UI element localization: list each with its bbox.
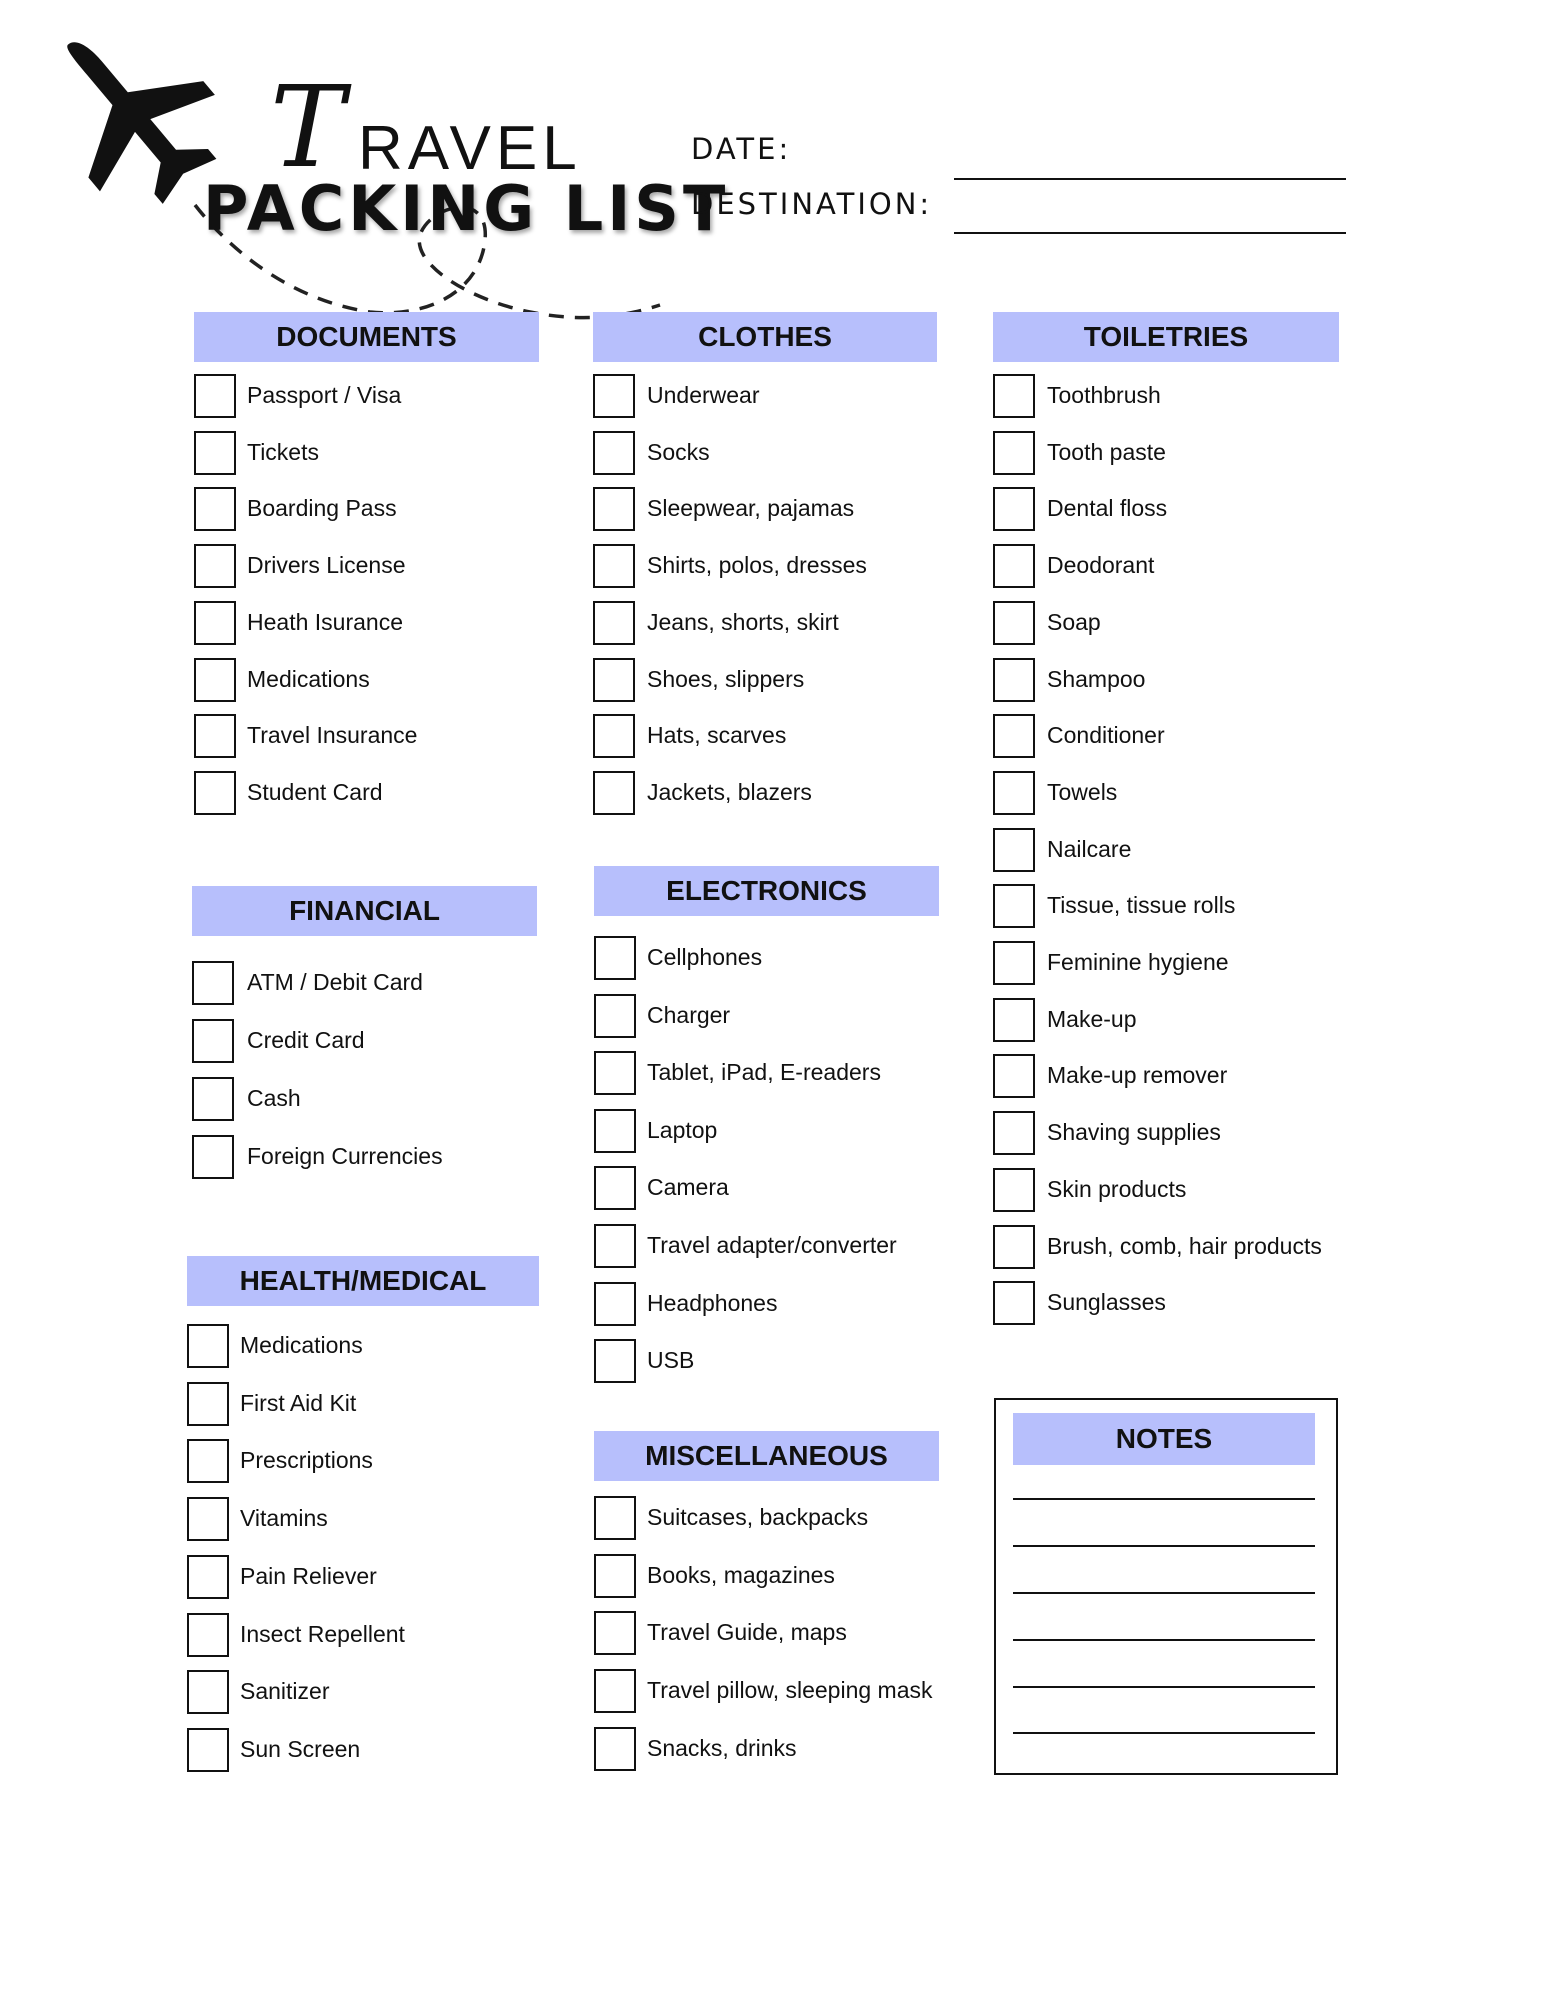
checklist-item-label: Sunglasses — [1047, 1289, 1166, 1316]
checklist-item-label: Drivers License — [247, 552, 406, 579]
checkbox[interactable] — [993, 374, 1035, 418]
checklist-item-label: Shaving supplies — [1047, 1119, 1221, 1146]
checklist-item[interactable] — [194, 544, 539, 592]
checkbox[interactable] — [187, 1555, 229, 1599]
checklist-item-label: Dental floss — [1047, 495, 1168, 522]
checkbox[interactable] — [593, 658, 635, 702]
checklist-item[interactable] — [192, 1019, 537, 1067]
checklist-item[interactable] — [194, 431, 539, 479]
note-line[interactable] — [1013, 1639, 1315, 1641]
checklist-item[interactable] — [192, 1135, 537, 1183]
destination-label: DESTINATION: — [691, 187, 933, 221]
checkbox[interactable] — [993, 431, 1035, 475]
checkbox[interactable] — [993, 544, 1035, 588]
section-miscellaneous — [594, 1431, 939, 1781]
checklist-item[interactable] — [993, 1168, 1339, 1216]
note-line[interactable] — [1013, 1732, 1315, 1734]
checklist-item-label: Towels — [1047, 778, 1118, 805]
checkbox[interactable] — [593, 544, 635, 588]
checkbox[interactable] — [993, 998, 1035, 1042]
checkbox[interactable] — [993, 1111, 1035, 1155]
checkbox[interactable] — [192, 1135, 234, 1179]
checkbox[interactable] — [194, 374, 236, 418]
checklist-item-label: Sun Screen — [240, 1735, 361, 1762]
note-line[interactable] — [1013, 1686, 1315, 1688]
checklist-item[interactable] — [594, 1727, 939, 1775]
checklist-item[interactable] — [187, 1439, 539, 1487]
checkbox[interactable] — [187, 1728, 229, 1772]
checklist-item-label: Make-up — [1047, 1005, 1137, 1032]
checklist-item[interactable] — [993, 828, 1339, 876]
checklist-item[interactable] — [594, 1554, 939, 1602]
checklist-item[interactable] — [594, 936, 939, 984]
checkbox[interactable] — [187, 1382, 229, 1426]
checklist-item-label: ATM / Debit Card — [247, 969, 423, 995]
section-header-toiletries: TOILETRIES — [993, 312, 1339, 362]
note-line[interactable] — [1013, 1498, 1315, 1500]
checklist-item[interactable] — [993, 714, 1339, 762]
note-line[interactable] — [1013, 1545, 1315, 1547]
checklist-item-label: Deodorant — [1047, 552, 1155, 579]
checklist-item[interactable] — [194, 771, 539, 819]
checkbox[interactable] — [192, 1019, 234, 1063]
checklist-item-label: Medications — [240, 1332, 363, 1358]
checklist-item[interactable] — [594, 1339, 939, 1387]
checklist-item-label: Cellphones — [647, 944, 763, 970]
checklist-item-label: Laptop — [647, 1116, 718, 1143]
checklist-item-label: Passport / Visa — [247, 382, 402, 408]
section-header-health-medical: HEALTH/MEDICAL — [187, 1256, 539, 1306]
checklist-item-label: Foreign Currencies — [247, 1143, 443, 1169]
section-header-financial: FINANCIAL — [192, 886, 537, 936]
checkbox[interactable] — [594, 1727, 636, 1771]
section-health-medical — [187, 1256, 539, 1776]
notes-box[interactable] — [994, 1398, 1338, 1775]
checklist-item-label: Tickets — [247, 438, 319, 465]
checklist-item[interactable] — [594, 1496, 939, 1544]
checklist-item[interactable] — [993, 1111, 1339, 1159]
checklist-item-label: Camera — [647, 1174, 729, 1201]
title-line-2: PACKING LIST — [203, 172, 730, 245]
checklist-item[interactable] — [192, 961, 537, 1009]
notes-header: NOTES — [1013, 1413, 1315, 1465]
checklist-item-label: Tissue, tissue rolls — [1047, 892, 1236, 919]
checkbox[interactable] — [187, 1324, 229, 1368]
checklist-item[interactable] — [594, 1224, 939, 1272]
checkbox[interactable] — [594, 1109, 636, 1153]
checklist-item[interactable] — [187, 1728, 539, 1776]
checklist-item-label: Soap — [1047, 608, 1101, 635]
section-toiletries — [993, 312, 1339, 1332]
checklist-item-label: Tablet, iPad, E-readers — [647, 1059, 881, 1086]
checkbox[interactable] — [993, 601, 1035, 645]
checklist-item-label: Travel adapter/converter — [647, 1232, 897, 1258]
checklist-item-label: Travel pillow, sleeping mask — [647, 1677, 933, 1704]
checklist-item[interactable] — [187, 1670, 539, 1718]
checklist-item-label: USB — [647, 1347, 695, 1374]
checkbox[interactable] — [594, 1669, 636, 1713]
section-documents — [194, 312, 539, 832]
checklist-item-label: Headphones — [647, 1289, 778, 1316]
checklist-item-label: Prescriptions — [240, 1447, 373, 1474]
airplane-icon — [48, 14, 218, 214]
checklist-item-label: Travel Insurance — [247, 722, 418, 749]
checklist-item[interactable] — [593, 374, 937, 422]
checkbox[interactable] — [593, 714, 635, 758]
checklist-item-label: Feminine hygiene — [1047, 949, 1229, 975]
checklist-item-label: Jeans, shorts, skirt — [647, 608, 839, 635]
checkbox[interactable] — [192, 1077, 234, 1121]
checklist-item[interactable] — [187, 1382, 539, 1430]
checklist-item[interactable] — [187, 1555, 539, 1603]
checklist-item[interactable] — [993, 941, 1339, 989]
checkbox[interactable] — [194, 601, 236, 645]
checklist-item-label: Skin products — [1047, 1175, 1187, 1202]
checklist-item[interactable] — [594, 1166, 939, 1214]
checklist-item[interactable] — [594, 994, 939, 1042]
checkbox[interactable] — [194, 487, 236, 531]
checklist-item-label: Shoes, slippers — [647, 665, 805, 692]
checklist-item-label: Hats, scarves — [647, 722, 787, 749]
checkbox[interactable] — [194, 544, 236, 588]
checklist-item[interactable] — [993, 601, 1339, 649]
checklist-item[interactable] — [993, 998, 1339, 1046]
checklist-item[interactable] — [194, 374, 539, 422]
checklist-item-label: Charger — [647, 1001, 731, 1028]
checklist-item[interactable] — [993, 658, 1339, 706]
checklist-item[interactable] — [593, 771, 937, 819]
checklist-item[interactable] — [194, 714, 539, 762]
checkbox[interactable] — [594, 1339, 636, 1383]
checkbox[interactable] — [993, 487, 1035, 531]
checkbox[interactable] — [594, 1611, 636, 1655]
destination-field[interactable] — [954, 232, 1346, 234]
checklist-item-label: Socks — [647, 438, 710, 465]
checkbox[interactable] — [993, 1225, 1035, 1269]
checklist-item[interactable] — [993, 884, 1339, 932]
checklist-item-label: Vitamins — [240, 1505, 328, 1532]
checklist-item-label: Medications — [247, 665, 370, 692]
checklist-item[interactable] — [187, 1324, 539, 1372]
date-field[interactable] — [954, 178, 1346, 180]
checklist-item-label: Tooth paste — [1047, 438, 1166, 465]
checklist-item-label: Make-up remover — [1047, 1062, 1228, 1089]
checkbox[interactable] — [187, 1670, 229, 1714]
checklist-item-label: Insect Repellent — [240, 1620, 405, 1647]
checkbox[interactable] — [194, 658, 236, 702]
section-header-clothes: CLOTHES — [593, 312, 937, 362]
checklist-item[interactable] — [993, 1225, 1339, 1273]
checklist-item[interactable] — [993, 1281, 1339, 1329]
checklist-item[interactable] — [187, 1613, 539, 1661]
date-label: DATE: — [691, 132, 792, 166]
checklist-item-label: Brush, comb, hair products — [1047, 1232, 1322, 1259]
checklist-item[interactable] — [993, 487, 1339, 535]
checklist-item-label: Student Card — [247, 778, 383, 805]
checkbox[interactable] — [993, 1054, 1035, 1098]
checklist-item[interactable] — [593, 714, 937, 762]
checkbox[interactable] — [594, 994, 636, 1038]
checklist-item-label: Heath Isurance — [247, 608, 403, 635]
title-line-1: RAVEL — [358, 114, 582, 183]
checklist-item[interactable] — [593, 544, 937, 592]
checkbox[interactable] — [187, 1497, 229, 1541]
section-header-documents: DOCUMENTS — [194, 312, 539, 362]
checklist-item-label: Sanitizer — [240, 1678, 330, 1705]
checkbox[interactable] — [993, 828, 1035, 872]
checkbox[interactable] — [594, 1282, 636, 1326]
checklist-item-label: Nailcare — [1047, 835, 1132, 862]
checklist-item-label: Suitcases, backpacks — [647, 1504, 869, 1530]
section-header-electronics: ELECTRONICS — [594, 866, 939, 916]
checkbox[interactable] — [993, 1168, 1035, 1212]
section-clothes — [593, 312, 937, 832]
checkbox[interactable] — [593, 487, 635, 531]
checklist-item[interactable] — [993, 1054, 1339, 1102]
checklist-item[interactable] — [993, 431, 1339, 479]
checkbox[interactable] — [594, 1166, 636, 1210]
section-electronics — [594, 866, 939, 1386]
checkbox[interactable] — [993, 884, 1035, 928]
checklist-item[interactable] — [593, 658, 937, 706]
title-cursive-letter: T — [270, 63, 345, 193]
checklist-item[interactable] — [593, 487, 937, 535]
checklist-item[interactable] — [594, 1669, 939, 1717]
checkbox[interactable] — [593, 431, 635, 475]
checklist-item-label: Conditioner — [1047, 722, 1165, 749]
checklist-item[interactable] — [593, 431, 937, 479]
checklist-item[interactable] — [194, 601, 539, 649]
checklist-item[interactable] — [594, 1611, 939, 1659]
checklist-item-label: Cash — [247, 1085, 301, 1111]
checkbox[interactable] — [594, 1496, 636, 1540]
checkbox[interactable] — [194, 431, 236, 475]
checkbox[interactable] — [594, 1554, 636, 1598]
checklist-item-label: Shirts, polos, dresses — [647, 552, 867, 579]
note-line[interactable] — [1013, 1592, 1315, 1594]
checklist-item[interactable] — [194, 487, 539, 535]
checklist-item[interactable] — [594, 1109, 939, 1157]
checklist-item-label: Credit Card — [247, 1027, 365, 1053]
checklist-item-label: First Aid Kit — [240, 1389, 357, 1416]
checkbox[interactable] — [187, 1439, 229, 1483]
checklist-item-label: Books, magazines — [647, 1561, 835, 1588]
checkbox[interactable] — [593, 601, 635, 645]
checkbox[interactable] — [593, 771, 635, 815]
checkbox[interactable] — [594, 1051, 636, 1095]
checklist-item-label: Snacks, drinks — [647, 1734, 797, 1761]
checklist-item-label: Boarding Pass — [247, 495, 397, 522]
checkbox[interactable] — [194, 714, 236, 758]
checkbox[interactable] — [993, 1281, 1035, 1325]
checkbox[interactable] — [993, 658, 1035, 702]
checklist-item-label: Underwear — [647, 382, 760, 408]
checklist-item[interactable] — [192, 1077, 537, 1125]
checklist-item[interactable] — [993, 771, 1339, 819]
section-header-miscellaneous: MISCELLANEOUS — [594, 1431, 939, 1481]
checklist-item[interactable] — [593, 601, 937, 649]
checkbox[interactable] — [192, 961, 234, 1005]
checkbox[interactable] — [194, 771, 236, 815]
checkbox[interactable] — [594, 936, 636, 980]
checklist-item-label: Pain Reliever — [240, 1562, 377, 1589]
checkbox[interactable] — [993, 714, 1035, 758]
checklist-item[interactable] — [187, 1497, 539, 1545]
checklist-item[interactable] — [993, 374, 1339, 422]
checkbox[interactable] — [993, 941, 1035, 985]
checklist-item[interactable] — [594, 1282, 939, 1330]
checklist-item-label: Toothbrush — [1047, 382, 1161, 408]
checklist-item-label: Jackets, blazers — [647, 778, 812, 805]
checklist-item[interactable] — [194, 658, 539, 706]
checklist-item[interactable] — [993, 544, 1339, 592]
checkbox[interactable] — [993, 771, 1035, 815]
checklist-item-label: Shampoo — [1047, 665, 1146, 692]
checklist-item[interactable] — [594, 1051, 939, 1099]
section-financial — [192, 886, 537, 1186]
checklist-item-label: Sleepwear, pajamas — [647, 495, 855, 522]
checklist-item-label: Travel Guide, maps — [647, 1619, 847, 1646]
checkbox[interactable] — [593, 374, 635, 418]
checkbox[interactable] — [594, 1224, 636, 1268]
checkbox[interactable] — [187, 1613, 229, 1657]
